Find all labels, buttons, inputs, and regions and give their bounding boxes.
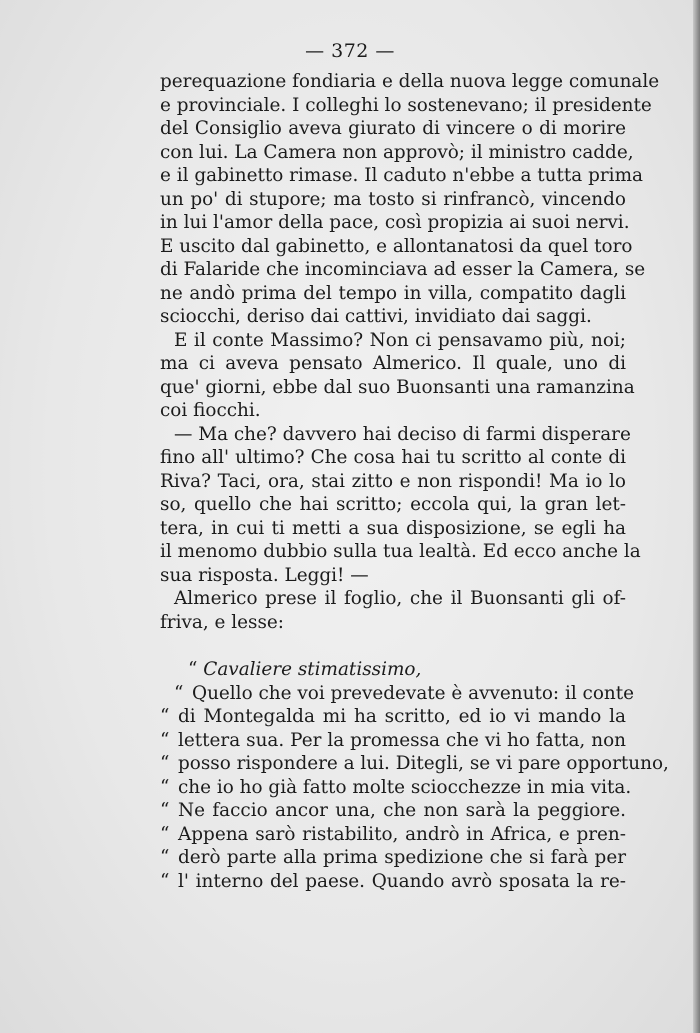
text-line: sciocchi, deriso dai cattivi, invidiato dai saggi. <box>160 306 592 327</box>
text-line: Almerico prese il foglio, che il Buonsanti gli of- <box>174 588 626 609</box>
quote-mark: “ <box>188 659 198 680</box>
quote-mark: “ <box>160 870 170 892</box>
text-line: coi fiocchi. <box>160 400 261 421</box>
page-number: — 372 — <box>305 40 395 62</box>
letter-line-text: Ne faccio ancor una, che non sarà la peggiore. <box>178 800 626 821</box>
text-line: ma ci aveva pensato Almerico. Il quale, uno di <box>160 353 626 374</box>
text-line: il menomo dubbio sulla tua lealtà. Ed ecco anche la <box>160 541 641 562</box>
text-line: in lui l'amor della pace, così propizia ai suoi nervi. <box>160 212 630 233</box>
text-line: so, quello che hai scritto; eccola qui, la gran let- <box>160 494 626 515</box>
letter-salutation <box>160 658 626 682</box>
text-line: un po' di stupore; ma tosto si rinfrancò, vincendo <box>160 188 626 210</box>
text-line: ne andò prima del tempo in villa, compatito dagli <box>160 282 626 304</box>
text-line: del Consiglio aveva giurato di vincere o di morire <box>160 118 626 139</box>
quote-mark: “ <box>160 706 170 727</box>
page-edge-shadow <box>693 0 700 1033</box>
letter-line-text: l' interno del paese. Quando avrò sposata la re- <box>178 870 626 892</box>
letter-line <box>160 823 626 847</box>
spacer <box>160 634 626 658</box>
paragraph-4 <box>160 587 626 634</box>
letter-line-text: posso rispondere a lui. Ditegli, se vi pare opportuno, <box>178 753 669 774</box>
text-line: E uscito dal gabinetto, e allontanatosi da quel toro <box>160 235 633 257</box>
letter-line-text: derò parte alla prima spedizione che si farà per <box>178 847 626 868</box>
text-line: E il conte Massimo? Non ci pensavamo più, noi; <box>174 329 626 351</box>
text-line: tera, in cui ti metti a sua disposizione, se egli ha <box>160 517 626 539</box>
paragraph-3 <box>160 423 641 588</box>
text-line: sua risposta. Leggi! — <box>160 564 369 586</box>
letter-line-text: Appena sarò ristabilito, andrò in Africa, e pren- <box>178 823 626 845</box>
letter-line <box>160 705 626 729</box>
text-line: perequazione fondiaria e della nuova legge comunale <box>160 71 660 92</box>
letter-line-text: di Montegalda mi ha scritto, ed io vi mando la <box>178 706 626 727</box>
text-line: — Ma che? davvero hai deciso di farmi disperare <box>174 423 631 445</box>
text-line: friva, e lesse: <box>160 611 284 633</box>
text-line: e provinciale. I colleghi lo sostenevano; il presidente <box>160 94 652 116</box>
letter-line <box>160 776 632 800</box>
quoted-letter <box>160 658 669 893</box>
letter-line-text: lettera sua. Per la promessa che vi ho fatta, non <box>178 729 626 751</box>
letter-line <box>160 870 626 894</box>
letter-line <box>160 729 626 753</box>
quote-mark: “ <box>160 776 170 798</box>
text-line: Riva? Taci, ora, stai zitto e non rispondi! Ma io lo <box>160 470 626 492</box>
letter-line-text: che io ho già fatto molte sciocchezze in mia vita. <box>178 776 632 798</box>
letter-line-text: Quello che voi prevedevate è avvenuto: il conte <box>192 682 635 704</box>
quote-mark: “ <box>160 729 170 751</box>
quote-mark: “ <box>160 753 170 774</box>
text-line: di Falaride che incominciava ad esser la Camera, se <box>160 259 646 280</box>
text-line: e il gabinetto rimase. Il caduto n'ebbe a tutta prima <box>160 165 643 186</box>
letter-line <box>160 682 635 706</box>
quote-mark: “ <box>160 800 170 821</box>
paragraph-2 <box>160 329 635 423</box>
quote-mark: “ <box>174 682 184 704</box>
letter-line <box>160 846 626 870</box>
salutation-text: Cavaliere stimatissimo, <box>203 659 422 680</box>
letter-line <box>160 799 626 823</box>
quote-mark: “ <box>160 847 170 868</box>
text-line: fino all' ultimo? Che cosa hai tu scritto al conte di <box>160 447 626 468</box>
text-line: que' giorni, ebbe dal suo Buonsanti una ramanzina <box>160 376 635 398</box>
paragraph-1 <box>160 70 660 329</box>
quote-mark: “ <box>160 823 170 845</box>
text-line: con lui. La Camera non approvò; il ministro cadde, <box>160 141 634 163</box>
body-text <box>160 70 669 893</box>
letter-line <box>160 752 669 776</box>
